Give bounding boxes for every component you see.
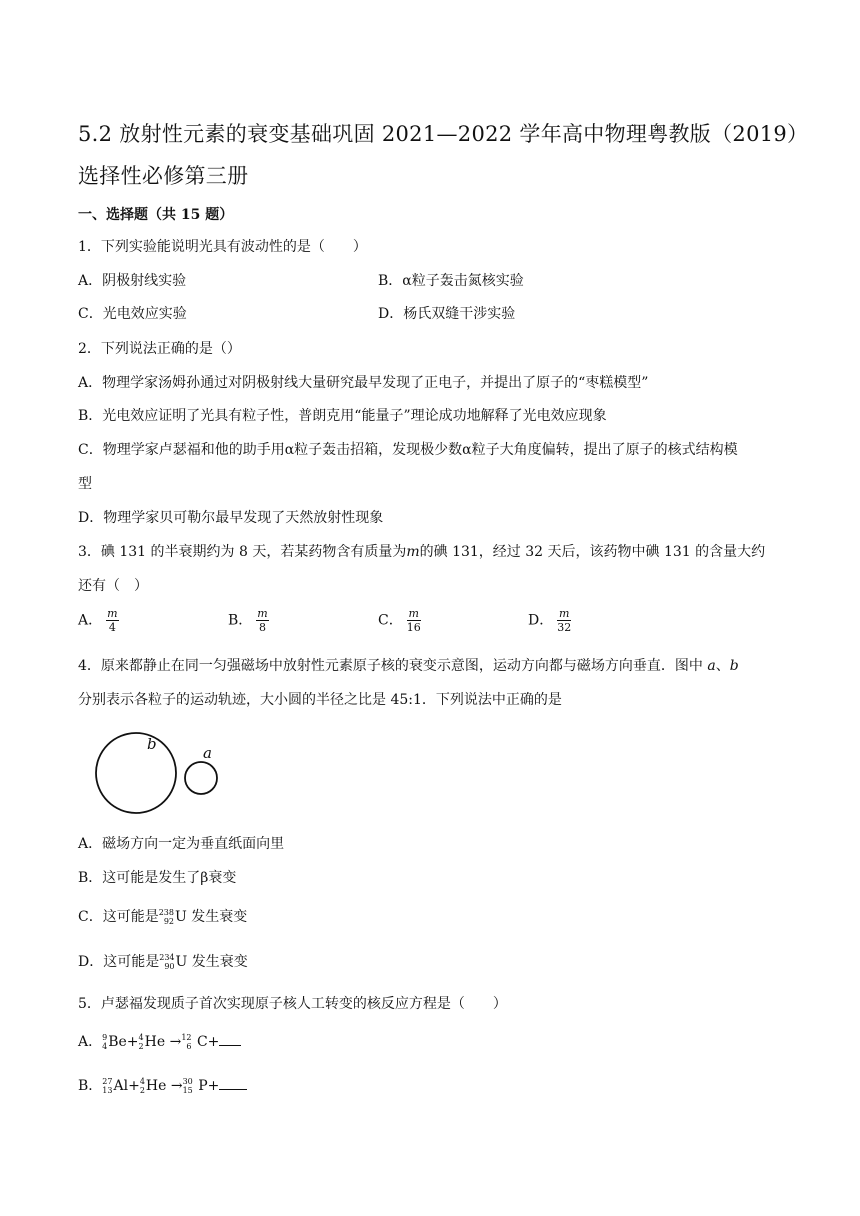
q3-stem-part2: 的碘 131，经过 32 天后，该药物中碘 131 的含量大约 bbox=[419, 544, 766, 560]
mass-number: 9 bbox=[102, 1033, 108, 1042]
q3-option-c-label: C． bbox=[378, 612, 403, 629]
q3-stem-part1: 3．碘 131 的半衰期约为 8 天，若某药物含有质量为 bbox=[78, 544, 407, 560]
q4-option-c-suffix: 发生衰变 bbox=[186, 909, 248, 925]
track-circle-a bbox=[185, 762, 217, 794]
q3-option-b-label: B． bbox=[228, 612, 253, 629]
q4-option-c bbox=[78, 906, 247, 926]
q4-option-d-suffix: 发生衰变 bbox=[187, 954, 248, 970]
nuclide-u238 bbox=[159, 908, 187, 926]
fraction-numerator: m bbox=[408, 607, 419, 620]
answer-blank bbox=[219, 1033, 241, 1046]
track-label-a: a bbox=[203, 744, 212, 762]
element-symbol: He → bbox=[145, 1078, 183, 1094]
q2-option-c-line1: C．物理学家卢瑟福和他的助手用α粒子轰击招箱，发现极少数α粒子大角度偏转，提出了原子的核式结构模 bbox=[78, 442, 738, 458]
q2-option-d: D．物理学家贝可勒尔最早发现了天然放射性现象 bbox=[78, 510, 384, 526]
q5-stem: 5．卢瑟福发现质子首次实现原子核人工转变的核反应方程是（ ） bbox=[78, 996, 507, 1012]
nuclide-p30 bbox=[183, 1077, 220, 1095]
q2-option-b: B．光电效应证明了光具有粒子性，普朗克用“能量子”理论成功地解释了光电效应现象 bbox=[78, 408, 607, 424]
fraction-numerator: m bbox=[107, 607, 118, 620]
q4-stem-var-a: a bbox=[707, 658, 716, 674]
q4-stem-line2: 分别表示各粒子的运动轨迹，大小圆的半径之比是 45:1．下列说法中正确的是 bbox=[78, 692, 562, 708]
nuclide-scripts bbox=[102, 1033, 107, 1051]
page-title-line1: 5.2 放射性元素的衰变基础巩固 2021—2022 学年高中物理粤教版（2019） bbox=[78, 122, 809, 146]
mass-number: 30 bbox=[182, 1077, 193, 1086]
q5-option-b-label: B． bbox=[78, 1078, 103, 1094]
q3-option-a-label: A． bbox=[78, 612, 103, 629]
q4-option-c-prefix: C．这可能是 bbox=[78, 909, 159, 925]
atomic-number: 92 bbox=[163, 917, 174, 926]
atomic-number: 90 bbox=[164, 962, 175, 971]
q3-stem-mass-var: m bbox=[406, 544, 420, 560]
nuclide-be9 bbox=[102, 1033, 138, 1051]
q2-option-c-line2: 型 bbox=[78, 476, 92, 492]
mass-number: 27 bbox=[102, 1077, 113, 1086]
mass-number: 12 bbox=[181, 1033, 192, 1042]
q5-option-a-label: A． bbox=[78, 1034, 103, 1050]
nuclide-scripts bbox=[102, 1077, 112, 1095]
nuclide-al27 bbox=[102, 1077, 140, 1095]
fraction-numerator: m bbox=[559, 607, 570, 620]
fraction-numerator: m bbox=[257, 607, 268, 620]
mass-number: 238 bbox=[158, 908, 174, 917]
atomic-number: 2 bbox=[139, 1086, 145, 1095]
q4-stem-var-b: b bbox=[729, 658, 739, 674]
q1-option-d: D．杨氏双缝干涉实验 bbox=[378, 306, 516, 322]
fraction-denominator: 8 bbox=[259, 621, 267, 634]
nuclide-u234 bbox=[159, 953, 187, 971]
mass-number: 4 bbox=[138, 1033, 144, 1042]
track-circle-b bbox=[96, 733, 176, 813]
fraction-denominator: 16 bbox=[406, 621, 421, 634]
element-symbol: Al+ bbox=[113, 1078, 140, 1094]
q1-option-a: A．阴极射线实验 bbox=[78, 273, 187, 289]
nuclide-scripts bbox=[183, 1077, 193, 1095]
q5-option-b bbox=[78, 1075, 247, 1095]
nuclide-scripts bbox=[159, 908, 174, 926]
q1-option-b: B．α粒子轰击氮核实验 bbox=[378, 273, 524, 289]
q3-option-d-fraction bbox=[557, 607, 571, 634]
q3-option-c-fraction bbox=[407, 607, 421, 634]
atomic-number: 2 bbox=[138, 1042, 144, 1051]
q4-option-a: A．磁场方向一定为垂直纸面向里 bbox=[78, 836, 285, 852]
element-symbol: C+ bbox=[192, 1034, 220, 1050]
fraction-denominator: 4 bbox=[108, 621, 116, 634]
nuclide-he4 bbox=[139, 1033, 182, 1051]
atomic-number: 6 bbox=[186, 1042, 192, 1051]
nuclide-scripts bbox=[159, 953, 174, 971]
fraction-denominator: 32 bbox=[557, 621, 572, 634]
q4-option-d bbox=[78, 951, 248, 971]
q4-stem-part1: 4．原来都静止在同一匀强磁场中放射性元素原子核的衰变示意图，运动方向都与磁场方向垂直．图中 bbox=[78, 658, 708, 674]
q4-option-d-prefix: D．这可能是 bbox=[78, 954, 160, 970]
mass-number: 4 bbox=[139, 1077, 145, 1086]
q4-stem-sep: 、 bbox=[715, 658, 730, 674]
atomic-number: 13 bbox=[102, 1086, 113, 1095]
q3-stem-line2: 还有（ ） bbox=[78, 578, 148, 594]
page-title-line2: 选择性必修第三册 bbox=[78, 164, 249, 188]
q3-option-d-label: D． bbox=[528, 612, 554, 629]
nuclide-scripts bbox=[140, 1077, 145, 1095]
q4-stem-line1 bbox=[78, 655, 739, 675]
mass-number: 234 bbox=[159, 953, 175, 962]
section-header: 一、选择题（共 15 题） bbox=[78, 207, 234, 223]
answer-blank bbox=[219, 1077, 247, 1090]
nuclide-he4 bbox=[140, 1077, 183, 1095]
q3-option-d bbox=[528, 607, 571, 634]
element-symbol: Be+ bbox=[108, 1034, 139, 1050]
element-symbol: P+ bbox=[193, 1078, 220, 1094]
atomic-number: 4 bbox=[102, 1042, 108, 1051]
q5-option-a bbox=[78, 1031, 241, 1051]
q4-option-b: B．这可能是发生了β衰变 bbox=[78, 870, 237, 886]
q2-option-a: A．物理学家汤姆孙通过对阴极射线大量研究最早发现了正电子，并提出了原子的“枣糕模型” bbox=[78, 375, 649, 391]
q3-option-a bbox=[78, 607, 119, 634]
track-label-b: b bbox=[147, 735, 157, 753]
q2-stem: 2．下列说法正确的是（） bbox=[78, 341, 241, 357]
element-symbol: He → bbox=[144, 1034, 182, 1050]
q1-stem: 1．下列实验能说明光具有波动性的是（ ） bbox=[78, 239, 367, 255]
q3-option-b bbox=[228, 607, 269, 634]
nuclide-scripts bbox=[181, 1033, 191, 1051]
nuclide-c12 bbox=[181, 1033, 219, 1051]
q3-option-b-fraction bbox=[256, 607, 268, 634]
element-symbol: U bbox=[175, 909, 187, 925]
nuclide-scripts bbox=[139, 1033, 144, 1051]
q3-option-a-fraction bbox=[106, 607, 118, 634]
q4-decay-track-figure bbox=[90, 725, 230, 825]
q1-option-c: C．光电效应实验 bbox=[78, 306, 187, 322]
q3-stem-line1 bbox=[78, 541, 765, 561]
element-symbol: U bbox=[175, 954, 188, 970]
q3-option-c bbox=[378, 607, 421, 634]
atomic-number: 15 bbox=[182, 1086, 193, 1095]
